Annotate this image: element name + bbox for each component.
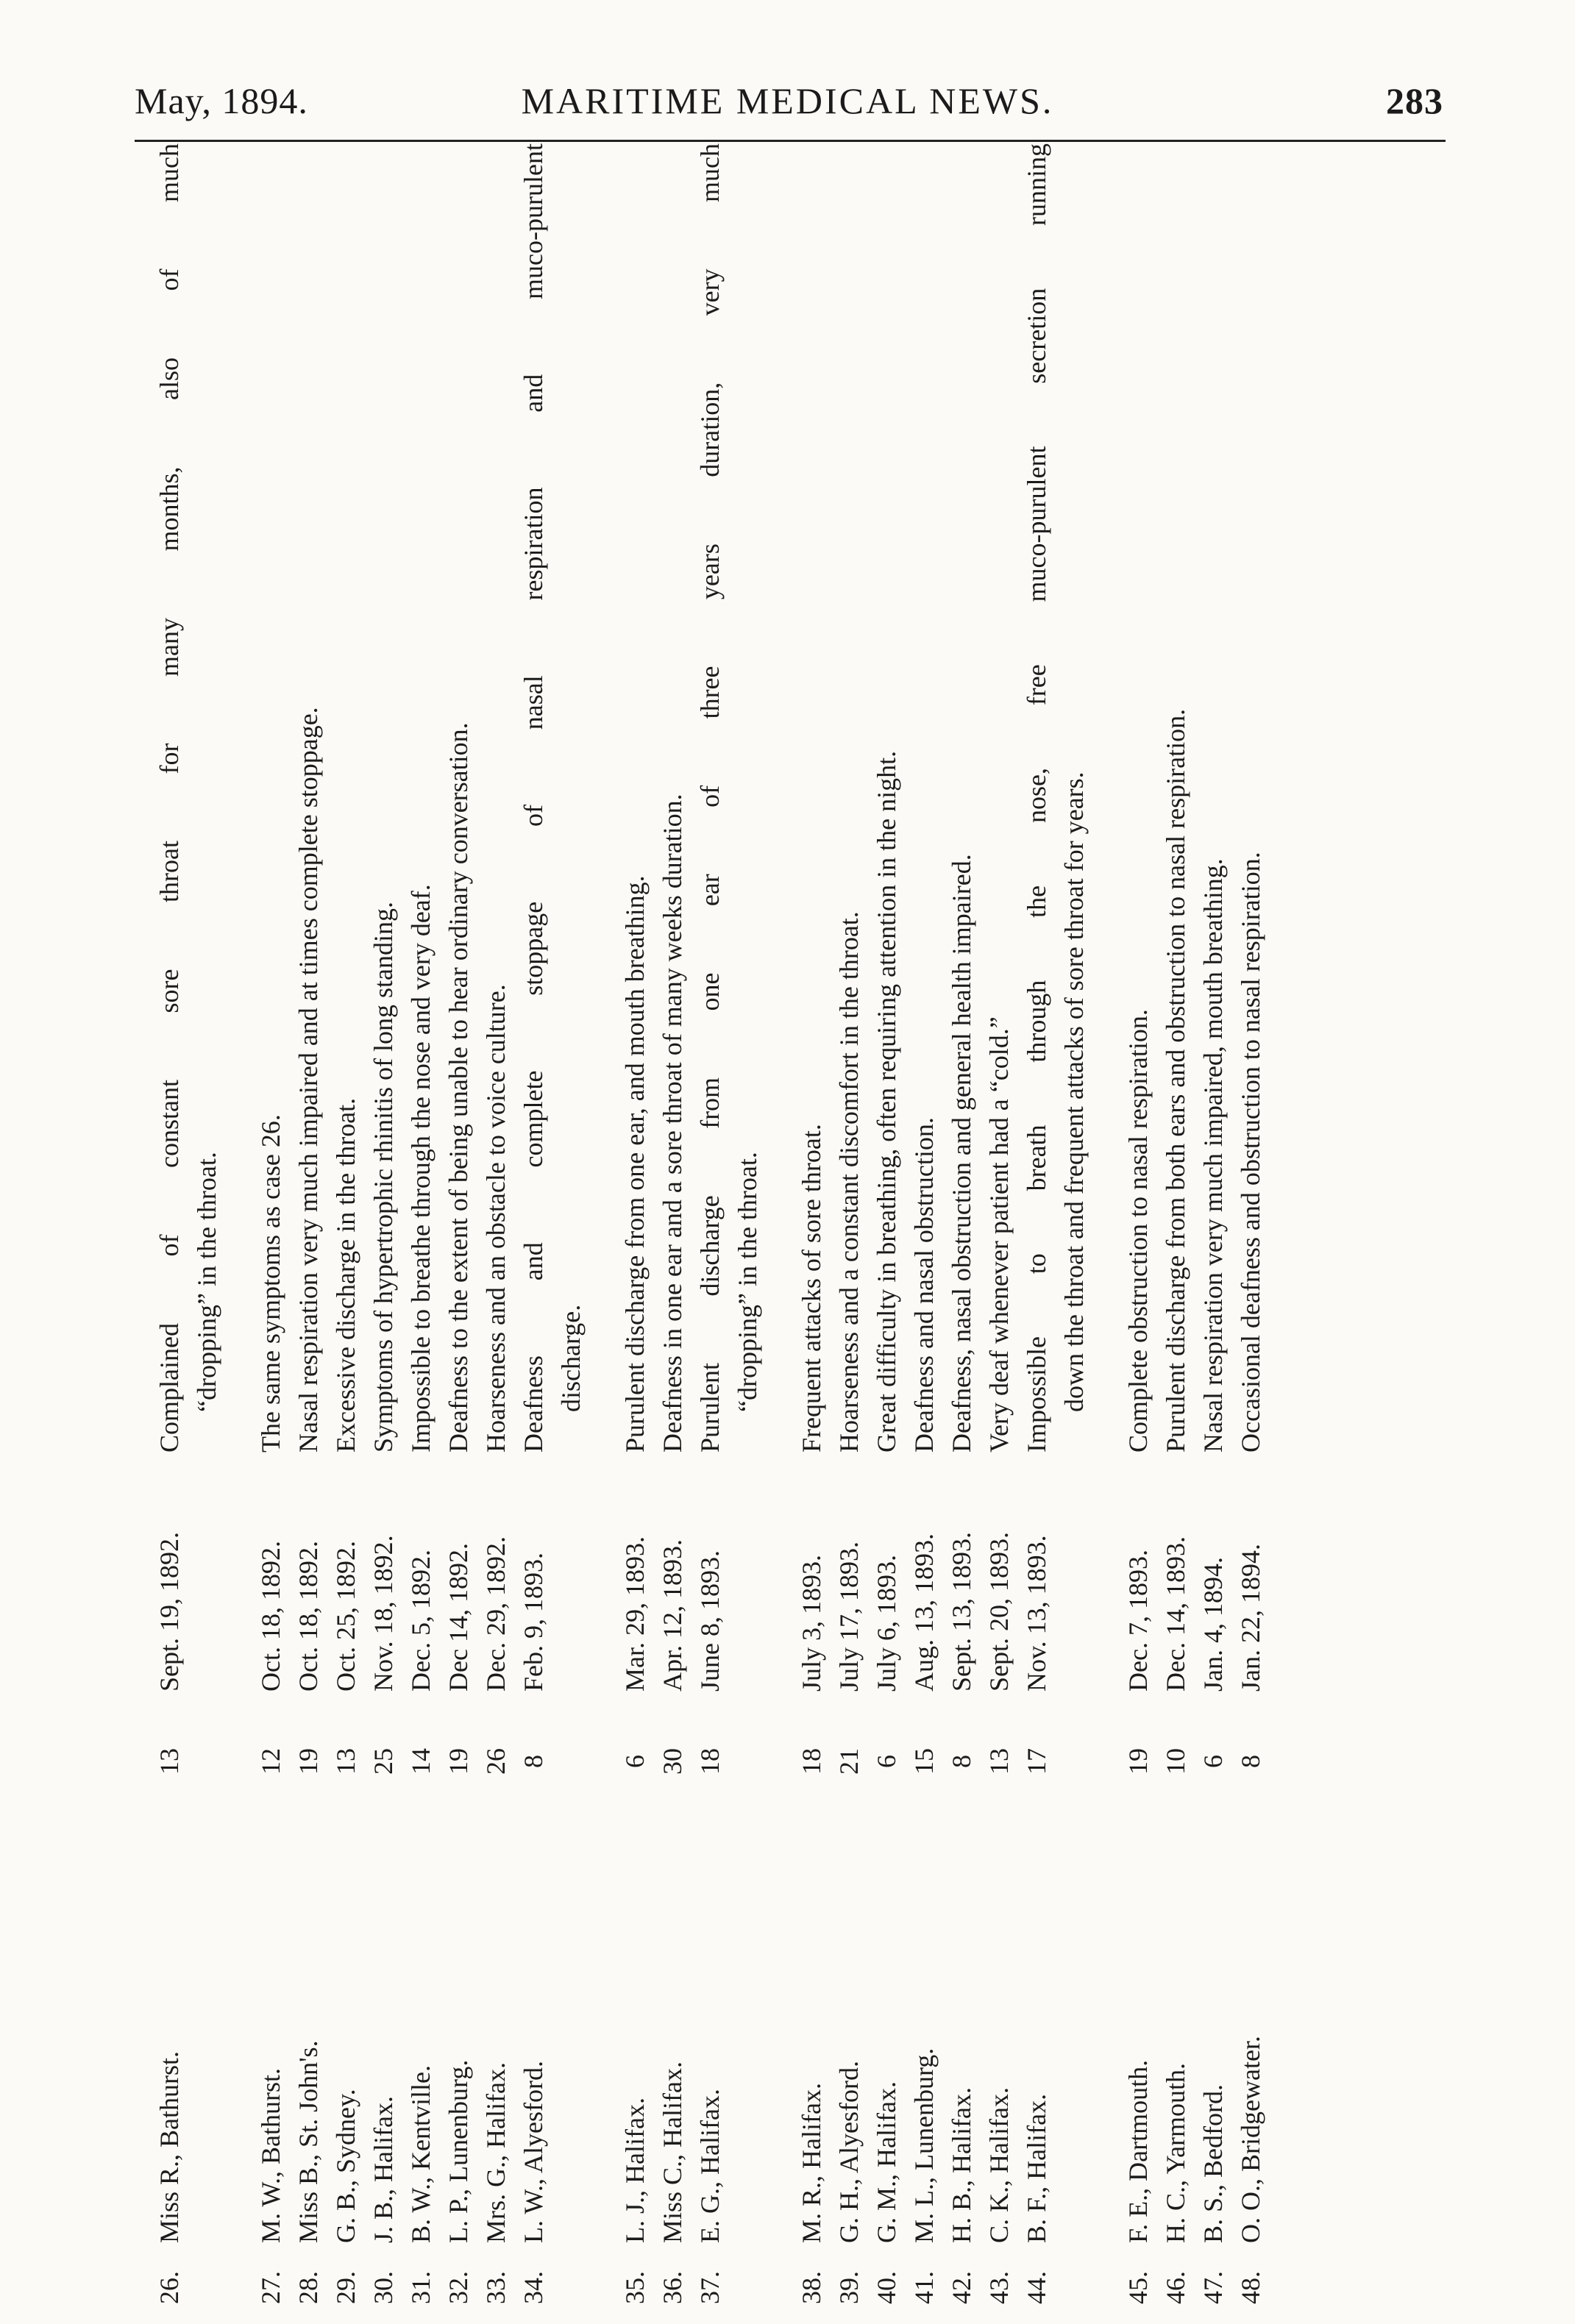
- visit-date: June 8, 1893.: [695, 1550, 725, 1692]
- patient-age: 6: [620, 1755, 650, 1768]
- case-number: 48.: [1236, 2271, 1265, 2304]
- case-number: 35.: [620, 2271, 650, 2304]
- patient-age: 19: [294, 1748, 323, 1775]
- case-number: 30.: [369, 2271, 398, 2304]
- visit-date: Dec. 7, 1893.: [1123, 1550, 1153, 1692]
- case-description: Purulent discharge from one ear, and mouth breathing.: [620, 875, 650, 1452]
- patient-name: B. W., Kentville.: [406, 2065, 435, 2243]
- patient-name: G. H., Alyesford.: [834, 2061, 864, 2243]
- case-number: 34.: [519, 2271, 548, 2304]
- visit-date: Sept. 13, 1893.: [947, 1531, 976, 1692]
- case-description-continued: “dropping” in the throat.: [192, 1152, 221, 1412]
- case-description: Deafness, nasal obstruction and general health impaired.: [947, 854, 976, 1452]
- case-table: [136, 143, 1446, 2324]
- patient-age: 12: [256, 1748, 285, 1775]
- patient-age: 6: [872, 1755, 901, 1768]
- patient-age: 19: [1123, 1748, 1153, 1775]
- patient-name: J. B., Halifax.: [369, 2096, 398, 2243]
- case-number: 44.: [1022, 2271, 1051, 2304]
- visit-date: Jan. 22, 1894.: [1236, 1544, 1265, 1692]
- patient-age: 18: [695, 1748, 725, 1775]
- case-number: 28.: [294, 2271, 323, 2304]
- case-description: Nasal respiration very much impaired, mouth breathing.: [1198, 858, 1228, 1452]
- patient-name: B. S., Bedford.: [1198, 2084, 1228, 2243]
- visit-date: Aug. 13, 1893.: [909, 1533, 939, 1692]
- patient-name: Miss R., Bathurst.: [154, 2050, 184, 2243]
- visit-date: Dec. 14, 1893.: [1161, 1536, 1190, 1692]
- visit-date: Dec 14, 1892.: [444, 1543, 473, 1692]
- patient-name: H. C., Yarmouth.: [1161, 2062, 1190, 2243]
- patient-age: 8: [519, 1755, 548, 1768]
- visit-date: Nov. 18, 1892.: [369, 1535, 398, 1692]
- case-number: 32.: [444, 2271, 473, 2304]
- patient-age: 13: [154, 1748, 184, 1775]
- patient-age: 14: [406, 1748, 435, 1775]
- visit-date: Nov. 13, 1893.: [1022, 1535, 1051, 1692]
- visit-date: Dec. 5, 1892.: [406, 1550, 435, 1692]
- patient-name: E. G., Halifax.: [695, 2089, 725, 2243]
- case-description: Excessive discharge in the throat.: [331, 1097, 360, 1452]
- case-number: 36.: [658, 2271, 687, 2304]
- case-number: 42.: [947, 2271, 976, 2304]
- case-number: 43.: [984, 2271, 1014, 2304]
- case-description: Deafness and complete stoppage of nasal respiration and muco-purulent: [519, 143, 548, 1452]
- case-description: Complained of constant sore throat for many months, also of much: [154, 143, 184, 1452]
- patient-age: 18: [797, 1748, 826, 1775]
- patient-name: G. B., Sydney.: [331, 2089, 360, 2243]
- patient-name: B. F., Halifax.: [1022, 2093, 1051, 2243]
- visit-date: Feb. 9, 1893.: [519, 1553, 548, 1692]
- case-number: 40.: [872, 2271, 901, 2304]
- case-number: 29.: [331, 2271, 360, 2304]
- case-description: Great difficulty in breathing, often requiring attention in the night.: [872, 750, 901, 1452]
- case-description: Deafness and nasal obstruction.: [909, 1117, 939, 1452]
- visit-date: Oct. 18, 1892.: [256, 1541, 285, 1692]
- patient-name: M. L., Lunenburg.: [909, 2047, 939, 2243]
- patient-name: L. J., Halifax.: [620, 2097, 650, 2243]
- patient-name: O. O., Bridgewater.: [1236, 2036, 1265, 2243]
- visit-date: Apr. 12, 1893.: [658, 1539, 687, 1692]
- visit-date: Oct. 25, 1892.: [331, 1541, 360, 1692]
- patient-name: G. M., Halifax.: [872, 2081, 901, 2243]
- patient-age: 8: [1236, 1755, 1265, 1768]
- case-number: 47.: [1198, 2271, 1228, 2304]
- patient-name: H. B., Halifax.: [947, 2087, 976, 2243]
- page-number: 283: [1386, 80, 1443, 121]
- case-description: Nasal respiration very much impaired and at times complete stoppage.: [294, 707, 323, 1452]
- journal-title: MARITIME MEDICAL NEWS.: [521, 80, 1054, 121]
- case-description: Hoarseness and a constant discomfort in the throat.: [834, 911, 864, 1452]
- case-description: Deafness to the extent of being unable to hear ordinary conversation.: [444, 722, 473, 1452]
- running-head-date: May, 1894.: [135, 80, 308, 121]
- case-description: Very deaf whenever patient had a “cold.”: [984, 1016, 1014, 1452]
- patient-age: 21: [834, 1748, 864, 1775]
- case-number: 26.: [154, 2271, 184, 2304]
- case-description-continued: down the throat and frequent attacks of sore throat for years.: [1059, 771, 1089, 1412]
- patient-age: 10: [1161, 1748, 1190, 1775]
- case-number: 33.: [481, 2271, 511, 2304]
- patient-name: Mrs. G., Halifax.: [481, 2062, 511, 2243]
- visit-date: Dec. 29, 1892.: [481, 1536, 511, 1692]
- case-number: 46.: [1161, 2271, 1190, 2304]
- patient-name: M. W., Bathurst.: [256, 2067, 285, 2243]
- case-number: 41.: [909, 2271, 939, 2304]
- patient-age: 8: [947, 1755, 976, 1768]
- case-number: 27.: [256, 2271, 285, 2304]
- patient-name: F. E., Dartmouth.: [1123, 2059, 1153, 2243]
- case-description: Occasional deafness and obstruction to nasal respiration.: [1236, 852, 1265, 1452]
- visit-date: Mar. 29, 1893.: [620, 1536, 650, 1692]
- patient-name: Miss B., St. John's.: [294, 2040, 323, 2243]
- patient-age: 6: [1198, 1755, 1228, 1768]
- visit-date: July 3, 1893.: [797, 1554, 826, 1692]
- case-description: Complete obstruction to nasal respiration.: [1123, 1009, 1153, 1452]
- patient-age: 19: [444, 1748, 473, 1775]
- patient-age: 30: [658, 1748, 687, 1775]
- case-number: 31.: [406, 2271, 435, 2304]
- patient-name: M. R., Halifax.: [797, 2083, 826, 2243]
- patient-age: 26: [481, 1748, 511, 1775]
- visit-date: Sept. 19, 1892.: [154, 1531, 184, 1692]
- patient-age: 25: [369, 1748, 398, 1775]
- case-description: The same symptoms as case 26.: [256, 1114, 285, 1452]
- visit-date: Oct. 18, 1892.: [294, 1541, 323, 1692]
- patient-age: 17: [1022, 1748, 1051, 1775]
- patient-name: Miss C., Halifax.: [658, 2061, 687, 2243]
- patient-age: 15: [909, 1748, 939, 1775]
- patient-age: 13: [984, 1748, 1014, 1775]
- patient-age: 13: [331, 1748, 360, 1775]
- case-description: Hoarseness and an obstacle to voice culture.: [481, 984, 511, 1452]
- case-description: Purulent discharge from both ears and obstruction to nasal respiration.: [1161, 708, 1190, 1452]
- case-description: Deafness in one ear and a sore throat of many weeks duration.: [658, 794, 687, 1452]
- case-number: 45.: [1123, 2271, 1153, 2304]
- case-number: 37.: [695, 2271, 725, 2304]
- header-rule: [135, 140, 1446, 142]
- visit-date: Jan. 4, 1894.: [1198, 1557, 1228, 1692]
- case-description-continued: discharge.: [556, 1304, 586, 1412]
- case-description: Impossible to breathe through the nose and very deaf.: [406, 884, 435, 1452]
- case-number: 39.: [834, 2271, 864, 2304]
- case-description-continued: “dropping” in the throat.: [733, 1152, 762, 1412]
- patient-name: C. K., Halifax.: [984, 2087, 1014, 2243]
- visit-date: Sept. 20, 1893.: [984, 1531, 1014, 1692]
- visit-date: July 17, 1893.: [834, 1541, 864, 1692]
- case-number: 38.: [797, 2271, 826, 2304]
- patient-name: L. P., Lunenburg.: [444, 2059, 473, 2243]
- patient-name: L. W., Alyesford.: [519, 2061, 548, 2243]
- case-description: Purulent discharge from one ear of three years duration, very much: [695, 143, 725, 1452]
- case-description: Frequent attacks of sore throat.: [797, 1124, 826, 1452]
- case-description: Symptoms of hypertrophic rhinitis of long standing.: [369, 902, 398, 1452]
- case-description: Impossible to breath through the nose, free muco-purulent secretion running: [1022, 143, 1051, 1452]
- visit-date: July 6, 1893.: [872, 1554, 901, 1692]
